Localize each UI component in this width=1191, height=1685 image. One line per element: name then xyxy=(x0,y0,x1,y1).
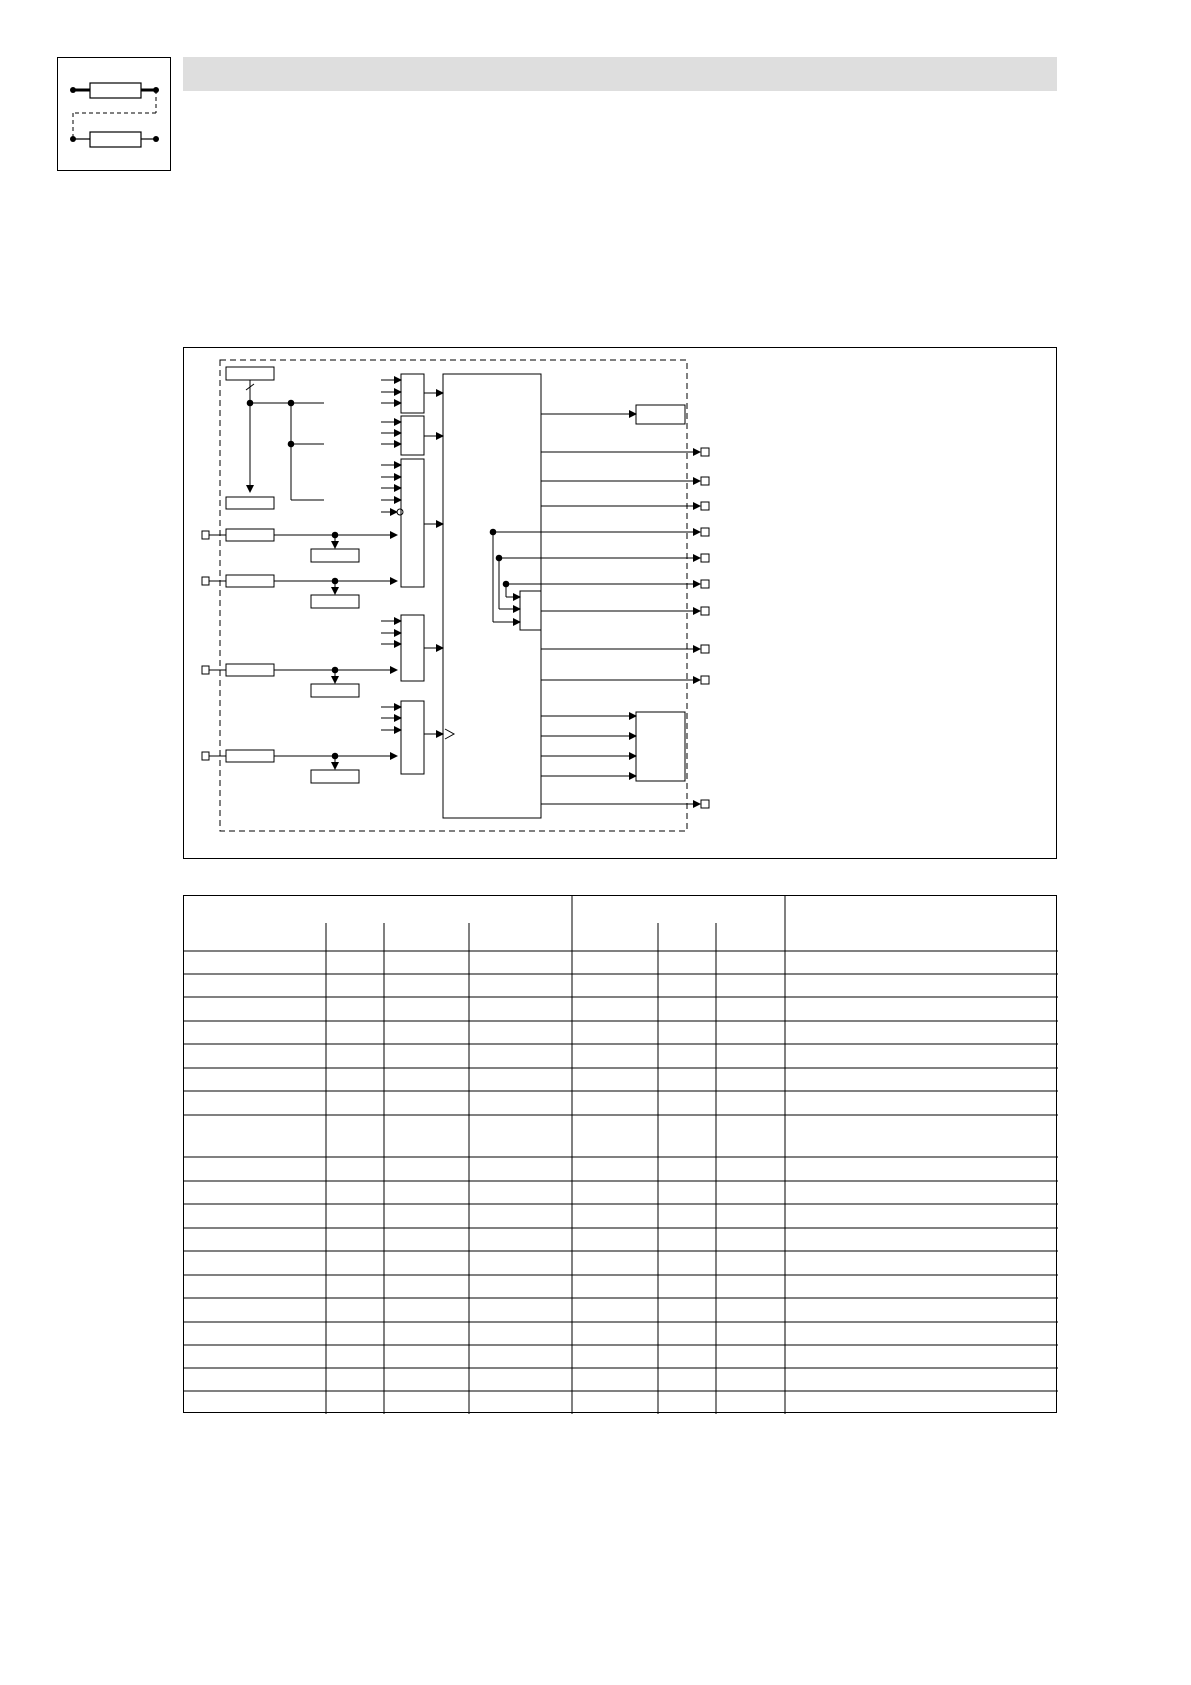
logic-block xyxy=(401,701,424,774)
param-box xyxy=(311,684,359,697)
diagram-canvas xyxy=(184,348,1058,860)
block-boundary xyxy=(220,360,687,831)
input-box xyxy=(226,664,274,676)
logic-block xyxy=(401,615,424,681)
param-box xyxy=(311,549,359,562)
input-box xyxy=(226,750,274,762)
logic-block xyxy=(401,374,424,413)
sub-block xyxy=(520,591,541,630)
logic-block xyxy=(401,459,424,587)
parameter-table xyxy=(183,895,1057,1413)
input-box xyxy=(226,529,274,541)
core-block xyxy=(443,374,541,818)
output-block xyxy=(636,712,685,781)
param-box xyxy=(311,770,359,783)
function-block-diagram xyxy=(183,347,1057,859)
input-box xyxy=(226,575,274,587)
table-grid xyxy=(184,896,1058,1414)
output-param-box xyxy=(636,405,685,424)
input-box xyxy=(226,367,274,380)
param-box xyxy=(311,595,359,608)
function-block-logo-icon xyxy=(57,57,171,171)
input-box xyxy=(226,497,274,509)
logic-block xyxy=(401,416,424,455)
page-header-band xyxy=(183,57,1057,91)
